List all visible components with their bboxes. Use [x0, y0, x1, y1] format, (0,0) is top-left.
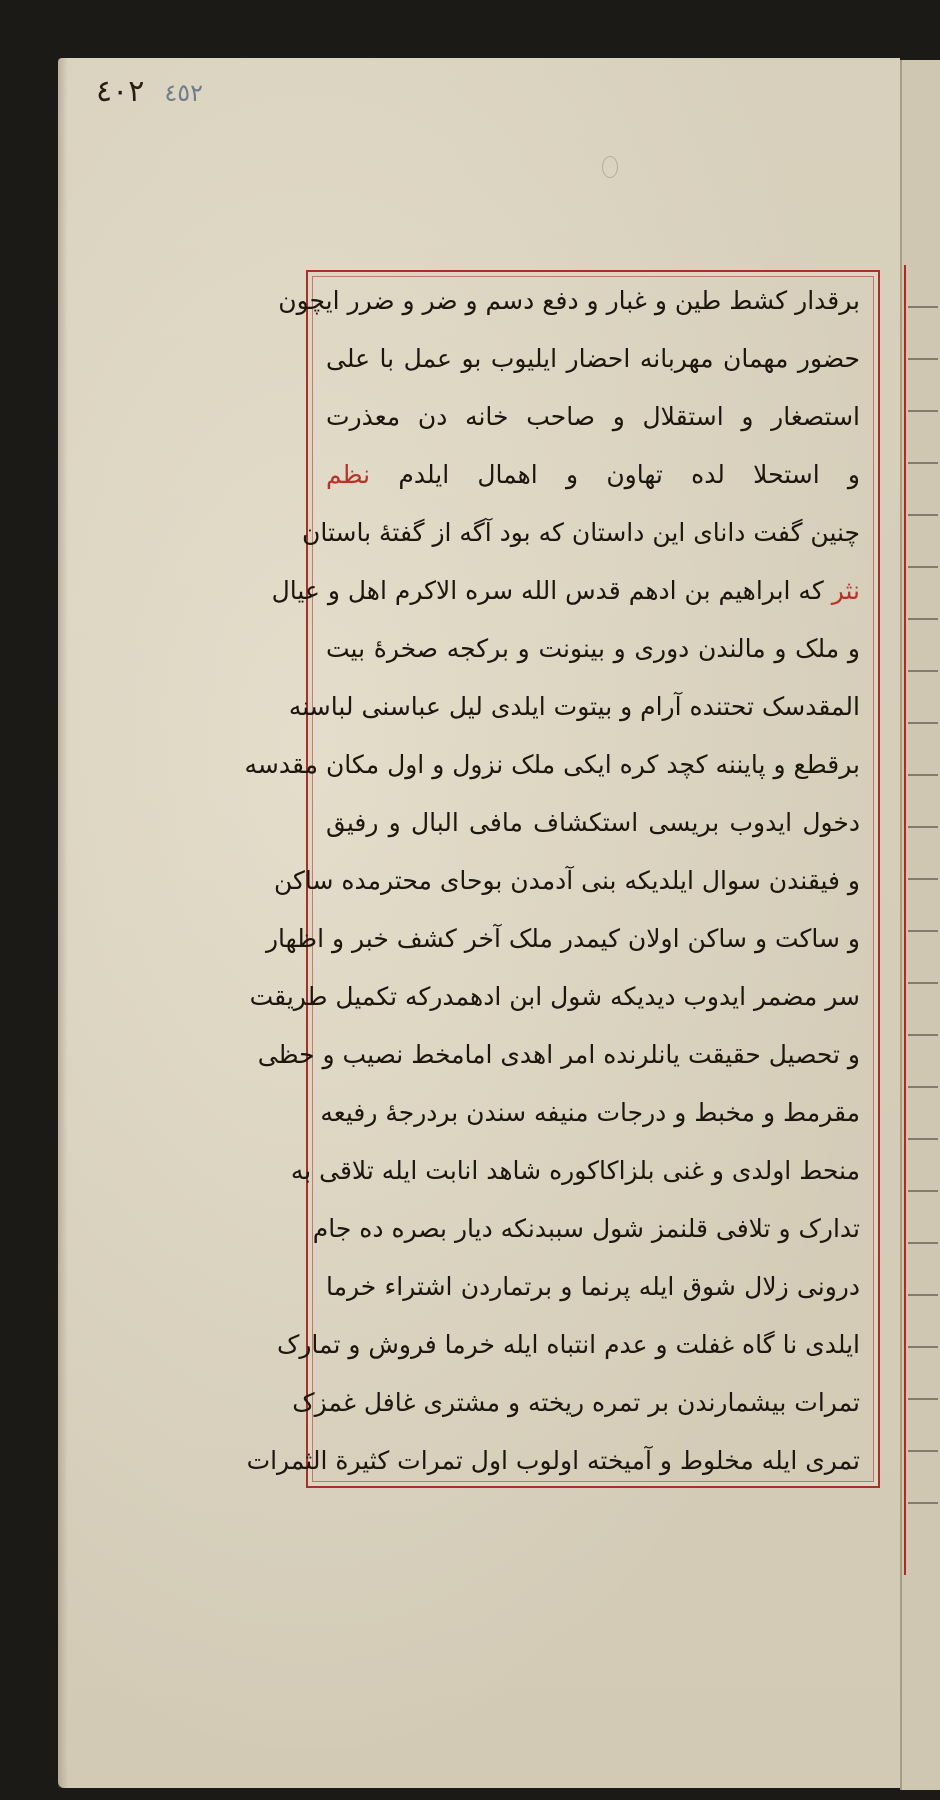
- adjacent-page-text-mark: [908, 1226, 938, 1244]
- text-line-16: منحط اولدی و غنی بلزاکاکوره شاهد انابت ایله تلاقی به: [290, 1156, 860, 1185]
- adjacent-page-text-mark: [908, 758, 938, 776]
- text-line-10: دخول ایدوب بریسی استکشاف مافی البال و رفیق: [326, 808, 860, 837]
- text-line-7: و ملک و مالندن دوری و بینونت و برکجه صخرهٔ بیت: [326, 634, 860, 663]
- rubric-nazm: نظم: [326, 460, 371, 489]
- text-line-18: درونی زلال شوق ایله پرنما و برتماردن اشتراء خرما: [326, 1272, 860, 1301]
- text-line-6-body: که ابراهیم بن ادهم قدس الله سره الاکرم اهل و عیال: [271, 576, 824, 605]
- adjacent-page-text-mark: [908, 914, 938, 932]
- adjacent-page-text-mark: [908, 290, 938, 308]
- adjacent-page-text-mark: [908, 1330, 938, 1348]
- text-line-5: چنین گفت دانای این داستان که بود آگه از گفتهٔ باستان: [302, 518, 860, 547]
- text-line-4: [326, 460, 860, 490]
- adjacent-page-text-mark: [908, 706, 938, 724]
- adjacent-page-fragment: [900, 60, 940, 1790]
- text-line-3: استصغار و استقلال و صاحب خانه دن معذرت: [326, 402, 860, 431]
- text-line-4-body: و استحلا لده تهاون و اهمال ایلدم: [398, 460, 860, 489]
- text-line-2: حضور مهمان مهربانه احضار ایلیوب بو عمل با علی: [326, 344, 860, 373]
- adjacent-page-text-mark: [908, 342, 938, 360]
- adjacent-page-text-mark: [908, 1278, 938, 1296]
- adjacent-page-text-mark: [908, 1070, 938, 1088]
- adjacent-page-text-mark: [908, 394, 938, 412]
- adjacent-page-text-mark: [908, 550, 938, 568]
- folio-numbers: [96, 74, 203, 109]
- text-block-frame: [244, 270, 880, 1488]
- text-line-1: برقدار کشط طین و غبار و دفع دسم و ضر و ضرر ایچون: [278, 286, 860, 315]
- adjacent-page-text-mark: [908, 654, 938, 672]
- rubric-nesr: نثر: [831, 576, 860, 605]
- paper-stain: [602, 156, 618, 178]
- text-line-21: تمری ایله مخلوط و آمیخته اولوب اول تمرات کثیرة الثمرات: [246, 1446, 860, 1475]
- adjacent-page-text-mark: [908, 1174, 938, 1192]
- adjacent-page-text-mark: [908, 1018, 938, 1036]
- adjacent-page-text-mark: [908, 446, 938, 464]
- text-line-6: [271, 576, 860, 606]
- text-line-9: برقطع و پایننه کچد کره ایکی ملک نزول و اول مکان مقدسه: [244, 750, 860, 779]
- text-line-15: مقرمط و مخبط و درجات منیفه سندن بردرجهٔ رفیعه: [320, 1098, 860, 1127]
- adjacent-page-text-mark: [908, 1486, 938, 1504]
- adjacent-page-text-mark: [908, 1122, 938, 1140]
- adjacent-page-text-mark: [908, 966, 938, 984]
- text-line-14: و تحصیل حقیقت یانلرنده امر اهدی امامخط نصیب و حظی: [257, 1040, 860, 1069]
- adjacent-page-text-mark: [908, 1434, 938, 1452]
- folio-pencil-number: ٤٥٢: [164, 79, 204, 107]
- text-line-17: تدارک و تلافی قلنمز شول سببدنکه دیار بصره ده جام: [312, 1214, 860, 1243]
- text-line-8: المقدسک تحتنده آرام و بیتوت ایلدی لیل عباسنی لباسنه: [288, 692, 860, 721]
- page-gutter-shadow: [58, 58, 68, 1788]
- adjacent-page-text-mark: [908, 498, 938, 516]
- text-line-19: ایلدی نا گاه غفلت و عدم انتباه ایله خرما فروش و تمارک: [276, 1330, 860, 1359]
- text-line-20: تمرات بیشمارندن بر تمره ریخته و مشتری غافل غمزک: [292, 1388, 860, 1417]
- text-line-12: و ساکت و ساکن اولان کیمدر ملک آخر کشف خبر و اظهار: [265, 924, 860, 953]
- text-line-13: سر مضمر ایدوب دیدیکه شول ابن ادهمدرکه تکمیل طریقت: [249, 982, 860, 1011]
- adjacent-page-text-mark: [908, 810, 938, 828]
- text-line-11: و فیقندن سوال ایلدیکه بنی آدمدن بوحای محترمده ساکن: [273, 866, 860, 895]
- text-block: [244, 286, 860, 1476]
- adjacent-page-text-mark: [908, 1382, 938, 1400]
- adjacent-page-text-mark: [908, 602, 938, 620]
- folio-ink-number: ٤٠٢: [96, 74, 145, 109]
- adjacent-page-text-mark: [908, 862, 938, 880]
